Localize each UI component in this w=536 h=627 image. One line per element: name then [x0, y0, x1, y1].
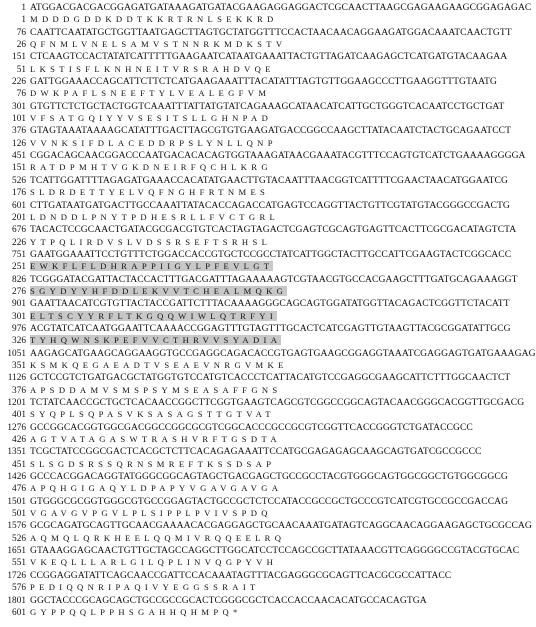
- nucleotide-row: [4, 26, 512, 39]
- amino-acid-sequence: QFNMLVNELSAMVSTNNRKMDKSTV: [30, 39, 287, 50]
- amino-acid-row: [4, 483, 478, 495]
- amino-acid-sequence: SLDRDETTYELVQFNGHFRTNMES: [30, 187, 270, 198]
- amino-acid-row: [4, 360, 478, 372]
- amino-acid-row: [4, 385, 478, 397]
- position-number: 376: [12, 126, 26, 137]
- nucleotide-row: [4, 372, 511, 384]
- position-number: 476: [12, 484, 26, 495]
- amino-acid-row: [4, 434, 478, 446]
- nucleotide-row: [4, 471, 508, 483]
- nucleotide-row: [4, 51, 508, 63]
- amino-acid-row: [4, 162, 478, 174]
- position-number: 176: [12, 188, 26, 199]
- amino-acid-sequence: SLSGDSRSSQRNSMREFTKSSDSAP: [30, 458, 276, 469]
- amino-acid-sequence: SYQPLSQPASVKSASAGSTTGTVAT: [30, 409, 275, 420]
- nucleotide-row: [4, 595, 478, 607]
- amino-acid-row: [4, 237, 478, 249]
- position-number: 151: [12, 163, 26, 174]
- amino-acid-row: [4, 113, 478, 125]
- position-number: 426: [12, 435, 26, 446]
- position-number: 101: [12, 114, 26, 125]
- amino-acid-row: [4, 88, 478, 100]
- nucleotide-sequence: GGCTACCCGCAGCAGCTGCCGCCGCACTCGGGCGCTCACCACCAACACATGCCACAGTGA: [30, 594, 427, 606]
- nucleotide-row: [4, 174, 508, 187]
- position-number: 676: [12, 225, 26, 236]
- nucleotide-row: [4, 76, 497, 88]
- position-number: 751: [12, 249, 26, 260]
- nucleotide-sequence: ACGTATCATCAATGGAATTCAAAACCGGAGTTTGTAGTTTGCACTCATCGAGTTGTAAGTTACGCGGATATTGCG: [30, 322, 511, 334]
- nucleotide-sequence: GTGTTCTCTGCTACTGGTCAAATTTATTATGTATCAGAAAGCATAACATCATTGCTGGGTCACAATCCTGCTGAT: [30, 100, 505, 112]
- position-number: 1051: [7, 348, 26, 359]
- amino-acid-sequence: PEDIQQNRIPAQIVYEGGSSRAIT: [30, 582, 260, 593]
- nucleotide-row: [4, 199, 510, 212]
- position-number: 26: [16, 40, 26, 51]
- position-number: 451: [12, 151, 26, 162]
- nucleotide-sequence: GAATTAACATCGTGTTACTACCGATTCTTTACAAAAGGGCAGCAGTGGATATGGTTACAGACTCGGTTCTACATT: [30, 298, 510, 310]
- nucleotide-sequence: GCTCCGTCTGATGACGCTATGGTGTCCATGTCACCCTCATTACATGTCCGAGGCGAAGCATTCTTTGGCAACTCT: [30, 372, 511, 384]
- nucleotide-sequence: GCCCACGGACAGGTATGGGCGGCAGTAGCTGACGAGCTGCCGCCTACGTGGGCAGTGGCGGCTGTGGCGGCG: [30, 471, 508, 483]
- nucleotide-sequence: ATGGACGACGACGGAGATGATAAAGATGATACGAAGAGGAGGACTCGCAACTTAAGCGAGAAGAAGCGGAGAGAC: [30, 2, 532, 13]
- position-number: 401: [12, 410, 26, 421]
- amino-acid-row: [4, 14, 478, 26]
- amino-acid-sequence: VGAVGVPGVLPLSIPPLPVIVSPDQ: [30, 508, 272, 519]
- amino-acid-sequence: SGYDYYHFDDLEKVVTCHEALMQKG: [30, 285, 288, 296]
- position-number: 376: [12, 385, 26, 396]
- position-number: 226: [12, 77, 26, 88]
- nucleotide-row: [4, 248, 512, 261]
- amino-acid-row: [4, 286, 478, 298]
- nucleotide-row: [4, 347, 536, 360]
- amino-acid-row: [4, 311, 478, 323]
- nucleotide-row: [4, 520, 532, 532]
- position-number: 1426: [7, 472, 26, 483]
- nucleotide-sequence: TCTATCAACCGCTGCTCACAACCGGCTTCGGTGAAGTCAGCGTCGGCCGGCAGTACAACGGGCACGGTTGCGACG: [30, 397, 525, 408]
- position-number: 1: [21, 3, 26, 13]
- nucleotide-sequence: CTCAAGTCCACTATATCATTTTTGAAGAATCATAATGAAATTACTGTTAGATCAAGAGCTCATGATGTACAAGAA: [30, 51, 508, 63]
- amino-acid-sequence: YTPQLIRDVSLVDSSRSEFTSRHSL: [30, 236, 272, 247]
- nucleotide-row: [4, 125, 512, 137]
- nucleotide-sequence: GCGCAGATGCAGTTGCAACGAAAACACGAGGAGCTGCAACAAATGATAGTCAGGCAACAGGAAGAGCTGCGCCAG: [30, 520, 532, 532]
- amino-acid-sequence: RATDPMHTVGKDNEIRFQCHLKRG: [30, 162, 272, 173]
- nucleotide-sequence: CTTGATAATGATGACTTGCCAAATTATACACCAGACCATGAGTCCAGGTTACTGTTCGTATGTACGGGCCGACTG: [30, 199, 510, 211]
- position-number: 601: [12, 200, 26, 211]
- amino-acid-sequence: AQMQLQRKHEELQQMIVRQQEELRQ: [30, 532, 286, 543]
- nucleotide-sequence: GTAGTAAATAAAAGCATATTTGACTTAGCGTGTGAAGATGACCGGCCAAGCTTATACAATCTACTGCAGAATCCT: [30, 125, 512, 137]
- amino-acid-sequence: LDNDDLPNYTPDHESRLLFVCTGRL: [30, 211, 280, 222]
- amino-acid-sequence: APQHGIGAQYLDPAPYVGAVGAVGA: [30, 483, 283, 494]
- amino-acid-sequence: TYHQWNSKPEFVVCTHRVVSYADIA: [30, 335, 282, 346]
- nucleotide-row: [4, 224, 517, 236]
- nucleotide-row: [4, 545, 520, 557]
- position-number: 1201: [7, 398, 26, 408]
- amino-acid-row: [4, 187, 478, 199]
- nucleotide-sequence: GTGGGCGCGGTGGGCGTGCCGGAGTACTGCCGCTCTCCATACCGCCGCTGCCCGTCATCGTGCCGCCGACCAG: [30, 495, 509, 507]
- amino-acid-sequence: ELTSCYYRFLTKGQQWIWLQTRFYI: [30, 310, 278, 321]
- nucleotide-sequence: CAATTCAATATGCTGGTTAATGAGCTTAGTGCTATGGTTTCCACTAACAACAGGAAGATGGACAAATCAACTGTT: [30, 26, 512, 38]
- amino-acid-row: [4, 335, 478, 347]
- position-number: 301: [12, 311, 26, 322]
- position-number: 326: [12, 336, 26, 347]
- nucleotide-sequence: TACACTCCGCAACTGATACGCGACGTGTCACTAGTAGACTCGAGTCGCAGTGAGTTCACTTCGCGACATAGTCTA: [30, 224, 517, 236]
- position-number: 551: [12, 558, 26, 569]
- position-number: 901: [12, 299, 26, 310]
- nucleotide-row: [4, 397, 525, 409]
- amino-acid-sequence: KSMKQEGAEADTVSEAEVNRGVMKE: [30, 359, 288, 370]
- nucleotide-row: [4, 2, 532, 14]
- amino-acid-sequence: VKEQLLLARLGILQPLINVQGPYVH: [30, 557, 278, 568]
- amino-acid-row: [4, 459, 478, 471]
- amino-acid-sequence: AGTVATAGASWTRASHVRFTGSDTA: [30, 434, 281, 445]
- nucleotide-row: [4, 150, 526, 162]
- amino-acid-sequence: EWKFLFLDHRAPPIIGYLPFEVLGT: [30, 261, 274, 272]
- amino-acid-sequence: VVNKSIFDLACEDDRPSLYNLLQNP: [30, 137, 277, 148]
- amino-acid-row: [4, 533, 478, 545]
- nucleotide-sequence: TCATTGGATTTTAGAGATGAAACCACATATGAACTTGTACAATTTAACGGTCATTTTCGAACTAACATGGAATCG: [30, 174, 508, 186]
- nucleotide-sequence: TCGCTATCCGGCGACTCACGCTCTTCACAGAGAAATTCCATGCGAGAGAGCAAGCAGTGATCGCCGCCC: [30, 446, 482, 458]
- position-number: 826: [12, 274, 26, 285]
- nucleotide-row: [4, 446, 482, 458]
- position-number: 601: [12, 607, 26, 618]
- position-number: 1651: [7, 546, 26, 557]
- nucleotide-row: [4, 273, 518, 286]
- nucleotide-sequence: AAGAGCATGAAGCAGGAAGGTGCCGAGGCAGACACCGTGAGTGAAGCGGAGGTAAATCGAGGAGTGATGAAAGAG: [30, 347, 536, 359]
- amino-acid-row: [4, 212, 478, 224]
- amino-acid-row: [4, 64, 478, 76]
- position-number: 76: [16, 89, 26, 100]
- position-number: 1276: [7, 422, 26, 433]
- amino-acid-sequence: GYPPQQLPPHSGAHHQHMPQ*: [30, 606, 242, 617]
- nucleotide-row: [4, 298, 510, 310]
- amino-acid-row: [4, 39, 478, 51]
- nucleotide-sequence: GAATGGAAATTCCTGTTTCTGGACCACCGTGCTCCGCCTATCATTGGCTACTTGCCATTCGAAGTACTCGGCACC: [30, 248, 512, 260]
- nucleotide-sequence: CGGACAGCAACGGACCCAATGACACACAGTGGTAAAGATAACGAAATACGTTTCCAGTGTCATCTGAAAAGGGGA: [30, 150, 526, 162]
- position-number: 576: [12, 583, 26, 594]
- amino-acid-row: [4, 508, 478, 520]
- amino-acid-sequence: LKSTISFLKNHNEITVRSRAHDVQE: [30, 63, 275, 74]
- nucleotide-row: [4, 570, 478, 582]
- position-number: 1126: [7, 373, 26, 384]
- amino-acid-row: [4, 557, 478, 569]
- position-number: 1351: [7, 447, 26, 458]
- nucleotide-row: [4, 322, 511, 335]
- nucleotide-sequence: GTAAAGGAGCAACTGTTGCTAGCCAGGCTTGGCATCCTCCAGCCGCTTATAAACGTTCAGGGGCCGTACGTGCAC: [30, 545, 520, 557]
- position-number: 526: [12, 533, 26, 544]
- nucleotide-sequence: GCCGGCACGGTGGCGACGGCCGGCGCGTCGGCACCCGCCGCGTCGGTTCACCGGGTCTGATACCGCC: [30, 421, 473, 433]
- position-number: 226: [12, 237, 26, 248]
- position-number: 526: [12, 175, 26, 186]
- position-number: 251: [12, 262, 26, 273]
- nucleotide-sequence: GATTGGAAACCAGCATTCTTCTCATGAAGAAATTTACATATTTAGTGTTGGAAGCCCTTGAAGGTTTGTAATG: [30, 76, 497, 88]
- amino-acid-sequence: APSDDAMVSMSPSYMSEASAFFGNS: [30, 384, 282, 395]
- amino-acid-sequence: DWKPAFLSNEEFTYLVEALEGFVM: [30, 88, 271, 99]
- position-number: 151: [12, 52, 26, 63]
- amino-acid-row: [4, 582, 478, 594]
- amino-acid-sequence: MDDDGDDKDDTKKRTRNLSEKKRD: [30, 14, 278, 25]
- position-number: 301: [12, 101, 26, 112]
- position-number: 1801: [7, 595, 26, 606]
- amino-acid-sequence: VFSATGQIYYVSESITSLLGHNPAD: [30, 113, 273, 124]
- position-number: 1: [21, 15, 26, 26]
- position-number: 976: [12, 323, 26, 334]
- position-number: 76: [16, 27, 26, 38]
- position-number: 451: [12, 459, 26, 470]
- amino-acid-row: [4, 409, 478, 421]
- nucleotide-row: [4, 422, 478, 434]
- nucleotide-row: [4, 495, 509, 508]
- position-number: 501: [12, 509, 26, 520]
- position-number: 201: [12, 212, 26, 223]
- amino-acid-row: [4, 607, 478, 619]
- position-number: 1501: [7, 496, 26, 507]
- position-number: 1576: [7, 521, 26, 532]
- amino-acid-row: [4, 138, 478, 150]
- position-number: 276: [12, 286, 26, 297]
- position-number: 1726: [7, 570, 26, 581]
- position-number: 351: [12, 360, 26, 371]
- position-number: 51: [16, 64, 26, 75]
- position-number: 126: [12, 138, 26, 149]
- nucleotide-sequence: TCGGGATACGATTACTACCACTTTGACGATTTAGAAAAAGTCGTAACGTGCCACGAAGCTTTGATGCAGAAAGGT: [30, 273, 518, 285]
- amino-acid-row: [4, 261, 478, 273]
- nucleotide-row: [4, 100, 505, 113]
- nucleotide-sequence: CCGGAGGATATTCAGCAACCGATTCCACAAATAGTTTACGAGGGCGCAGTTCACGCGCCATTACC: [30, 569, 452, 581]
